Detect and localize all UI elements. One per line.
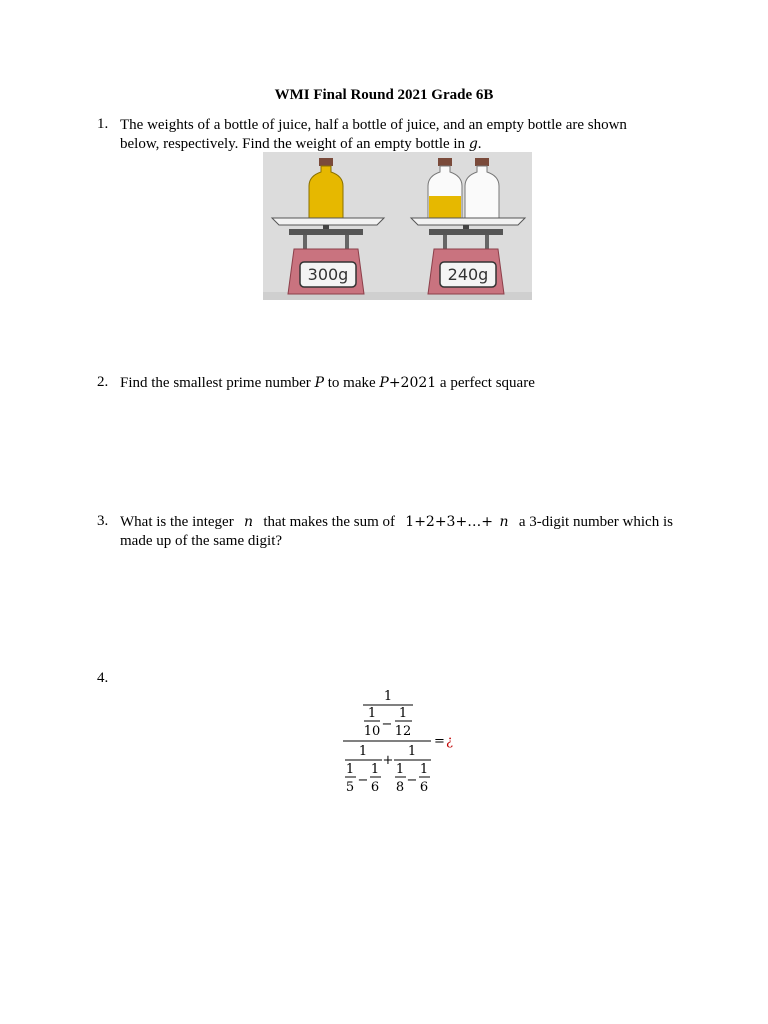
svg-text:1: 1	[419, 762, 429, 777]
question-3-line1: What is the integer n that makes the sum of 1+2+3+…+ n a 3-digit number which is	[120, 514, 673, 530]
variable-p-expr: P	[379, 375, 389, 391]
left-scale-tray	[272, 218, 384, 225]
svg-text:8: 8	[395, 780, 405, 795]
question-1-line2: below, respectively. Find the weight of an empty bottle in g.	[120, 136, 482, 152]
expression-2021: +2021	[388, 375, 437, 391]
bottom-right-numerator: 1	[407, 744, 417, 759]
variable-p: P	[314, 375, 324, 391]
svg-text:1: 1	[395, 762, 405, 777]
svg-text:6: 6	[419, 780, 429, 795]
question-1-line1: The weights of a bottle of juice, half a bottle of juice, and an empty bottle are shown	[120, 117, 627, 133]
result-placeholder: ¿	[446, 734, 453, 749]
half-juice-fill	[429, 196, 461, 221]
svg-text:−: −	[357, 773, 369, 788]
left-bottle-cap	[319, 158, 333, 166]
svg-text:6: 6	[370, 780, 380, 795]
variable-g: g	[468, 136, 478, 152]
frac-1-10-num: 1	[367, 706, 377, 721]
frac-1-12-den: 12	[394, 724, 412, 739]
empty-bottle-cap	[475, 158, 489, 166]
right-scale-label: 240g	[447, 265, 489, 284]
question-1-number: 1.	[97, 116, 109, 132]
top-numerator: 1	[383, 689, 393, 704]
svg-text:5: 5	[345, 780, 355, 795]
minus-top: −	[381, 717, 393, 732]
juice-scales-figure	[263, 152, 532, 300]
question-3-text	[120, 513, 673, 551]
complex-fraction	[330, 684, 470, 796]
question-4-number: 4.	[97, 670, 109, 686]
sum-expression: 1+2+3+…+	[405, 514, 493, 530]
question-1-text	[120, 116, 673, 154]
question-2-number: 2.	[97, 374, 109, 390]
left-scale-label: 300g	[307, 265, 349, 284]
bottom-left-numerator: 1	[358, 744, 368, 759]
equals-sign: =	[434, 734, 445, 749]
frac-1-10-den: 10	[363, 724, 381, 739]
question-3-number: 3.	[97, 513, 109, 529]
question-2-text: Find the smallest prime number P to make P+2021 a perfect square	[120, 375, 535, 391]
page-title: WMI Final Round 2021 Grade 6B	[274, 87, 494, 103]
plus-sign: +	[382, 753, 394, 768]
half-bottle-cap	[438, 158, 452, 166]
question-3-line2: made up of the same digit?	[120, 533, 283, 549]
variable-n-sum: n	[499, 514, 509, 530]
right-scale-tray	[411, 218, 525, 225]
frac-1-12-num: 1	[398, 706, 408, 721]
svg-text:−: −	[406, 773, 418, 788]
svg-text:1: 1	[370, 762, 380, 777]
variable-n: n	[244, 514, 254, 530]
svg-text:1: 1	[345, 762, 355, 777]
